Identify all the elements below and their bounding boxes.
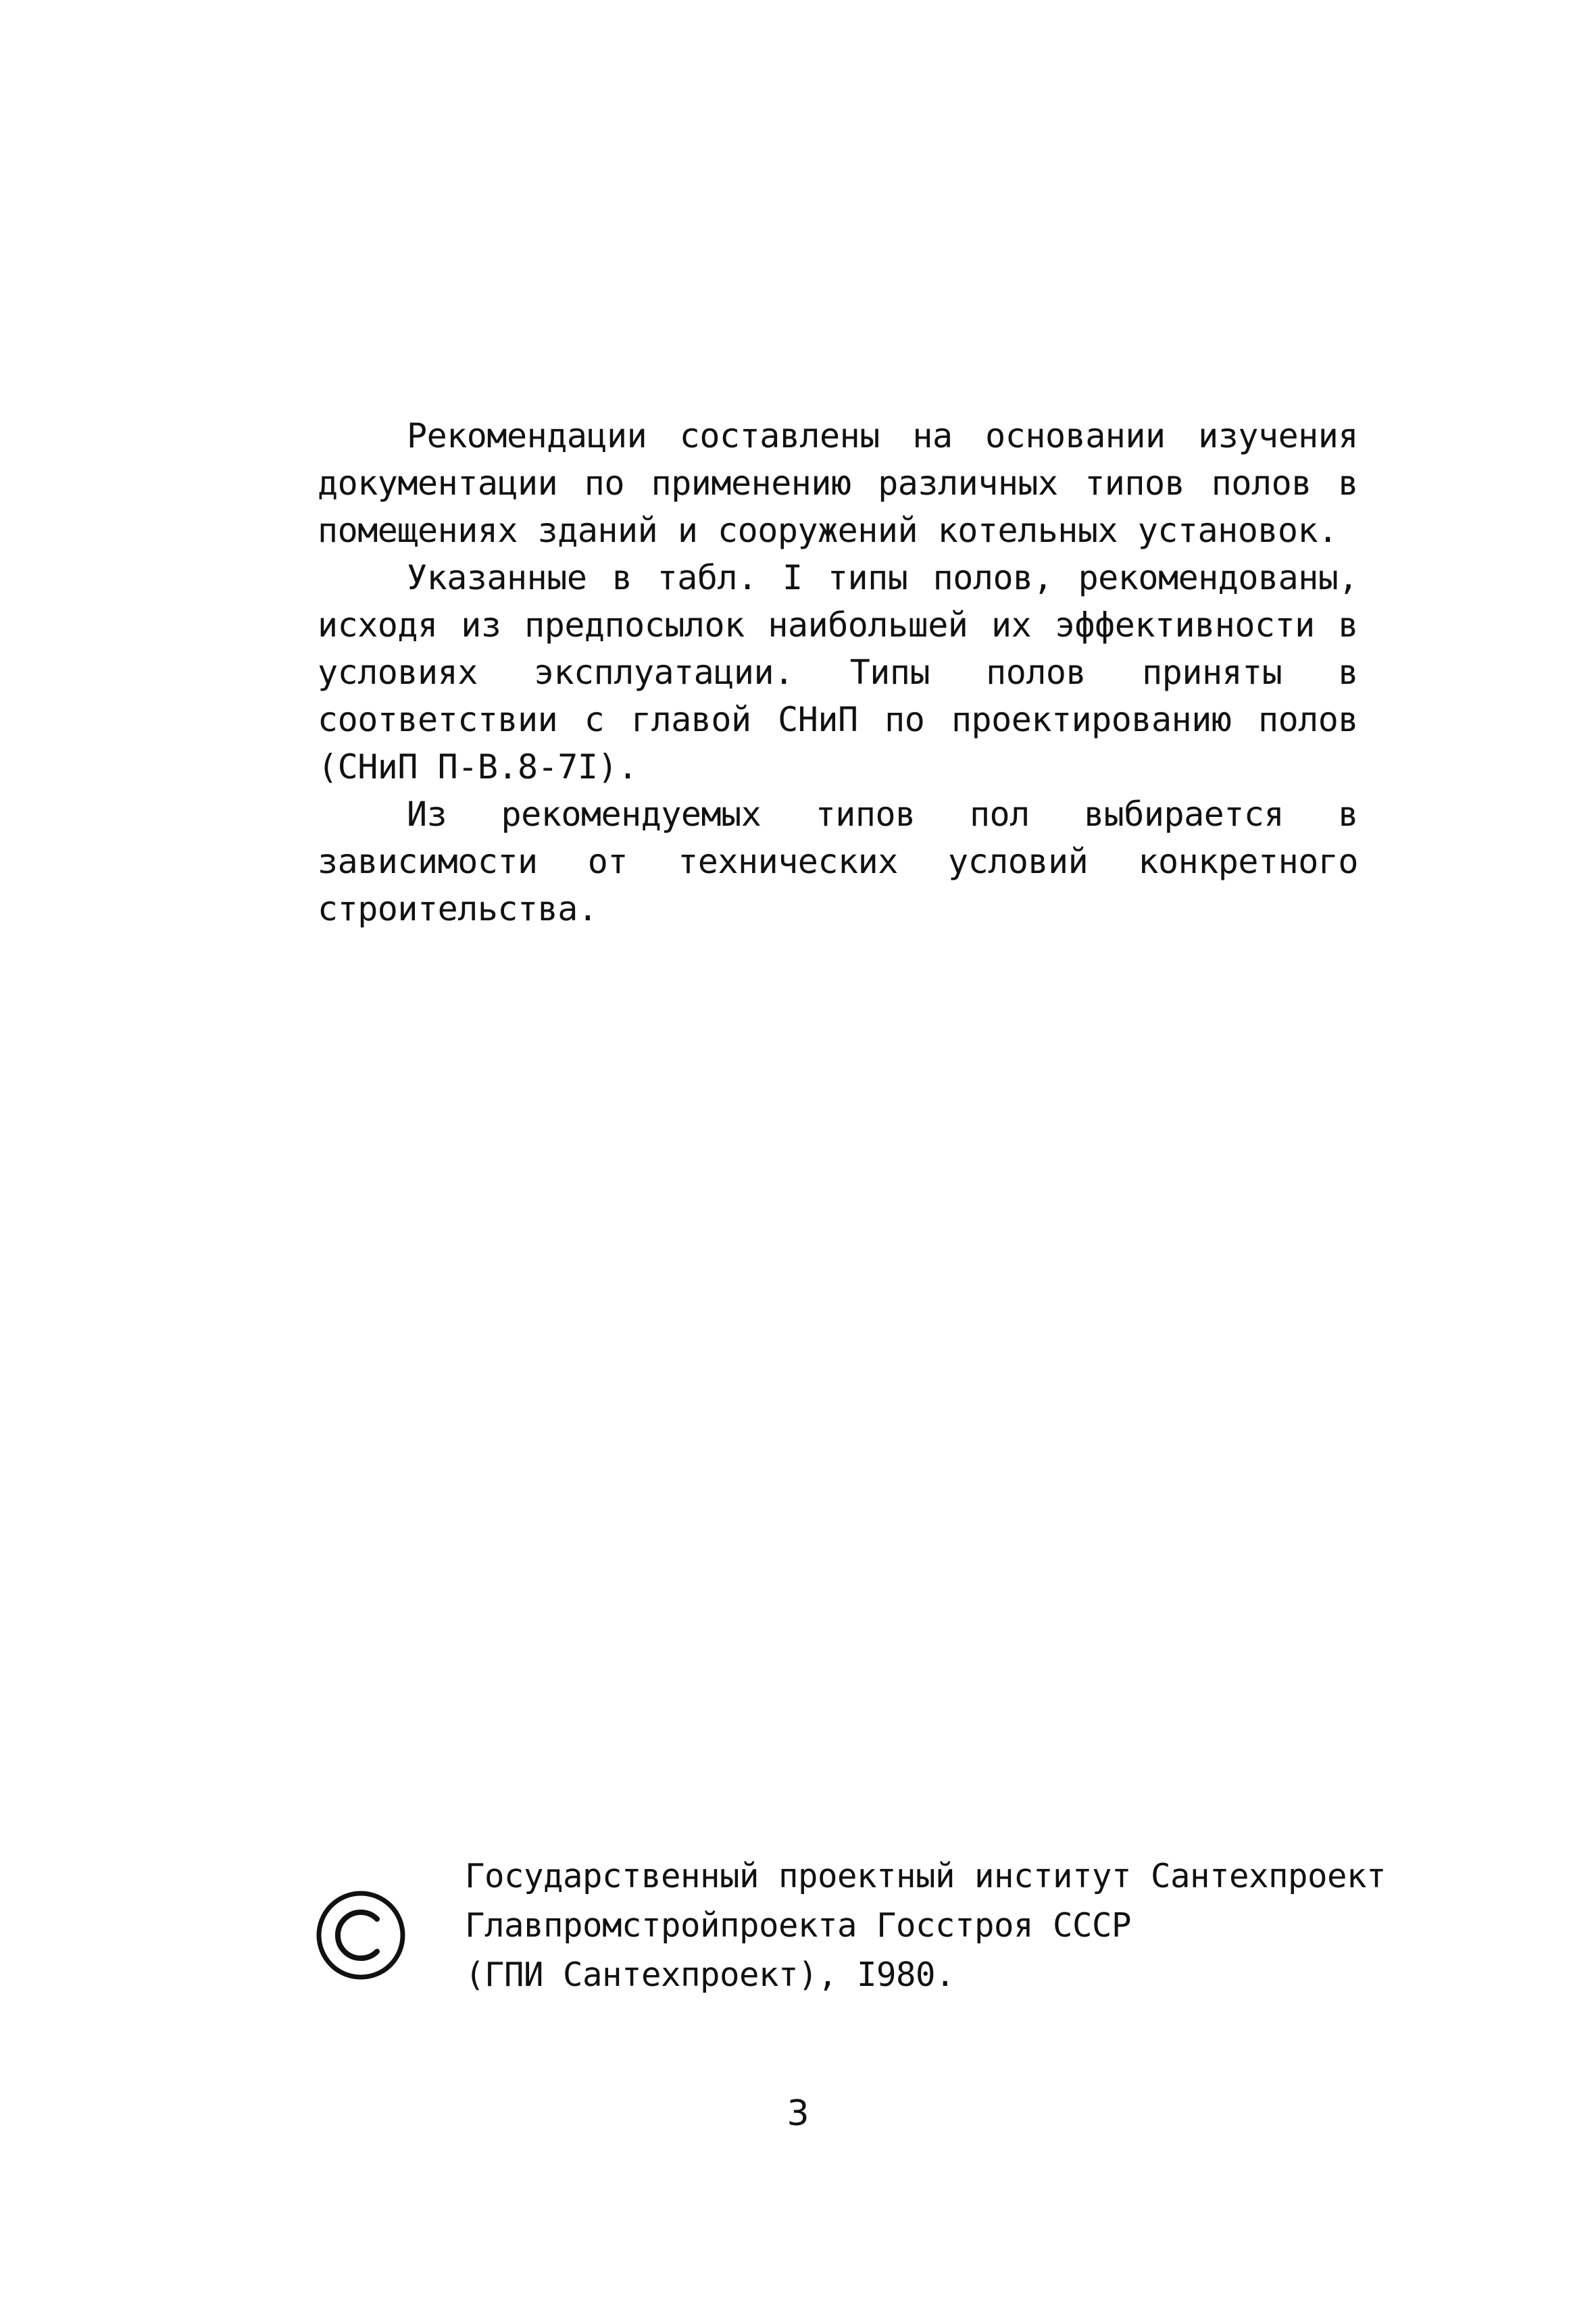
- page-number: 3: [787, 2093, 809, 2134]
- publisher-imprint: [315, 1851, 1387, 2014]
- imprint-line-institute: Государственный проектный институт Сантехпроект: [465, 1857, 1387, 1895]
- body-text: [318, 412, 1358, 932]
- paragraph-3: Из рекомендуемых типов пол выбирается в зависимости от технических условий конкретного строительства.: [318, 795, 1358, 928]
- paragraph-1: Рекомендации составлены на основании изучения документации по применению различных типов полов в помещениях зданий и сооружений котельных установок.: [318, 416, 1358, 550]
- imprint-line-ministry: Главпромстройпроекта Госстроя СССР: [465, 1906, 1132, 1945]
- paragraph-2: Указанные в табл. I типы полов, рекомендованы, исходя из предпосылок наибольшей их эффективности в условиях эксплуатации. Типы полов приняты в соответствии с главой СНиП по проектированию полов (СНиП П-В.8-7I).: [318, 558, 1358, 787]
- imprint-text: [465, 1851, 1387, 1999]
- copyright-icon: [315, 1889, 407, 1981]
- imprint-line-year: (ГПИ Сантехпроект), I980.: [465, 1956, 955, 1994]
